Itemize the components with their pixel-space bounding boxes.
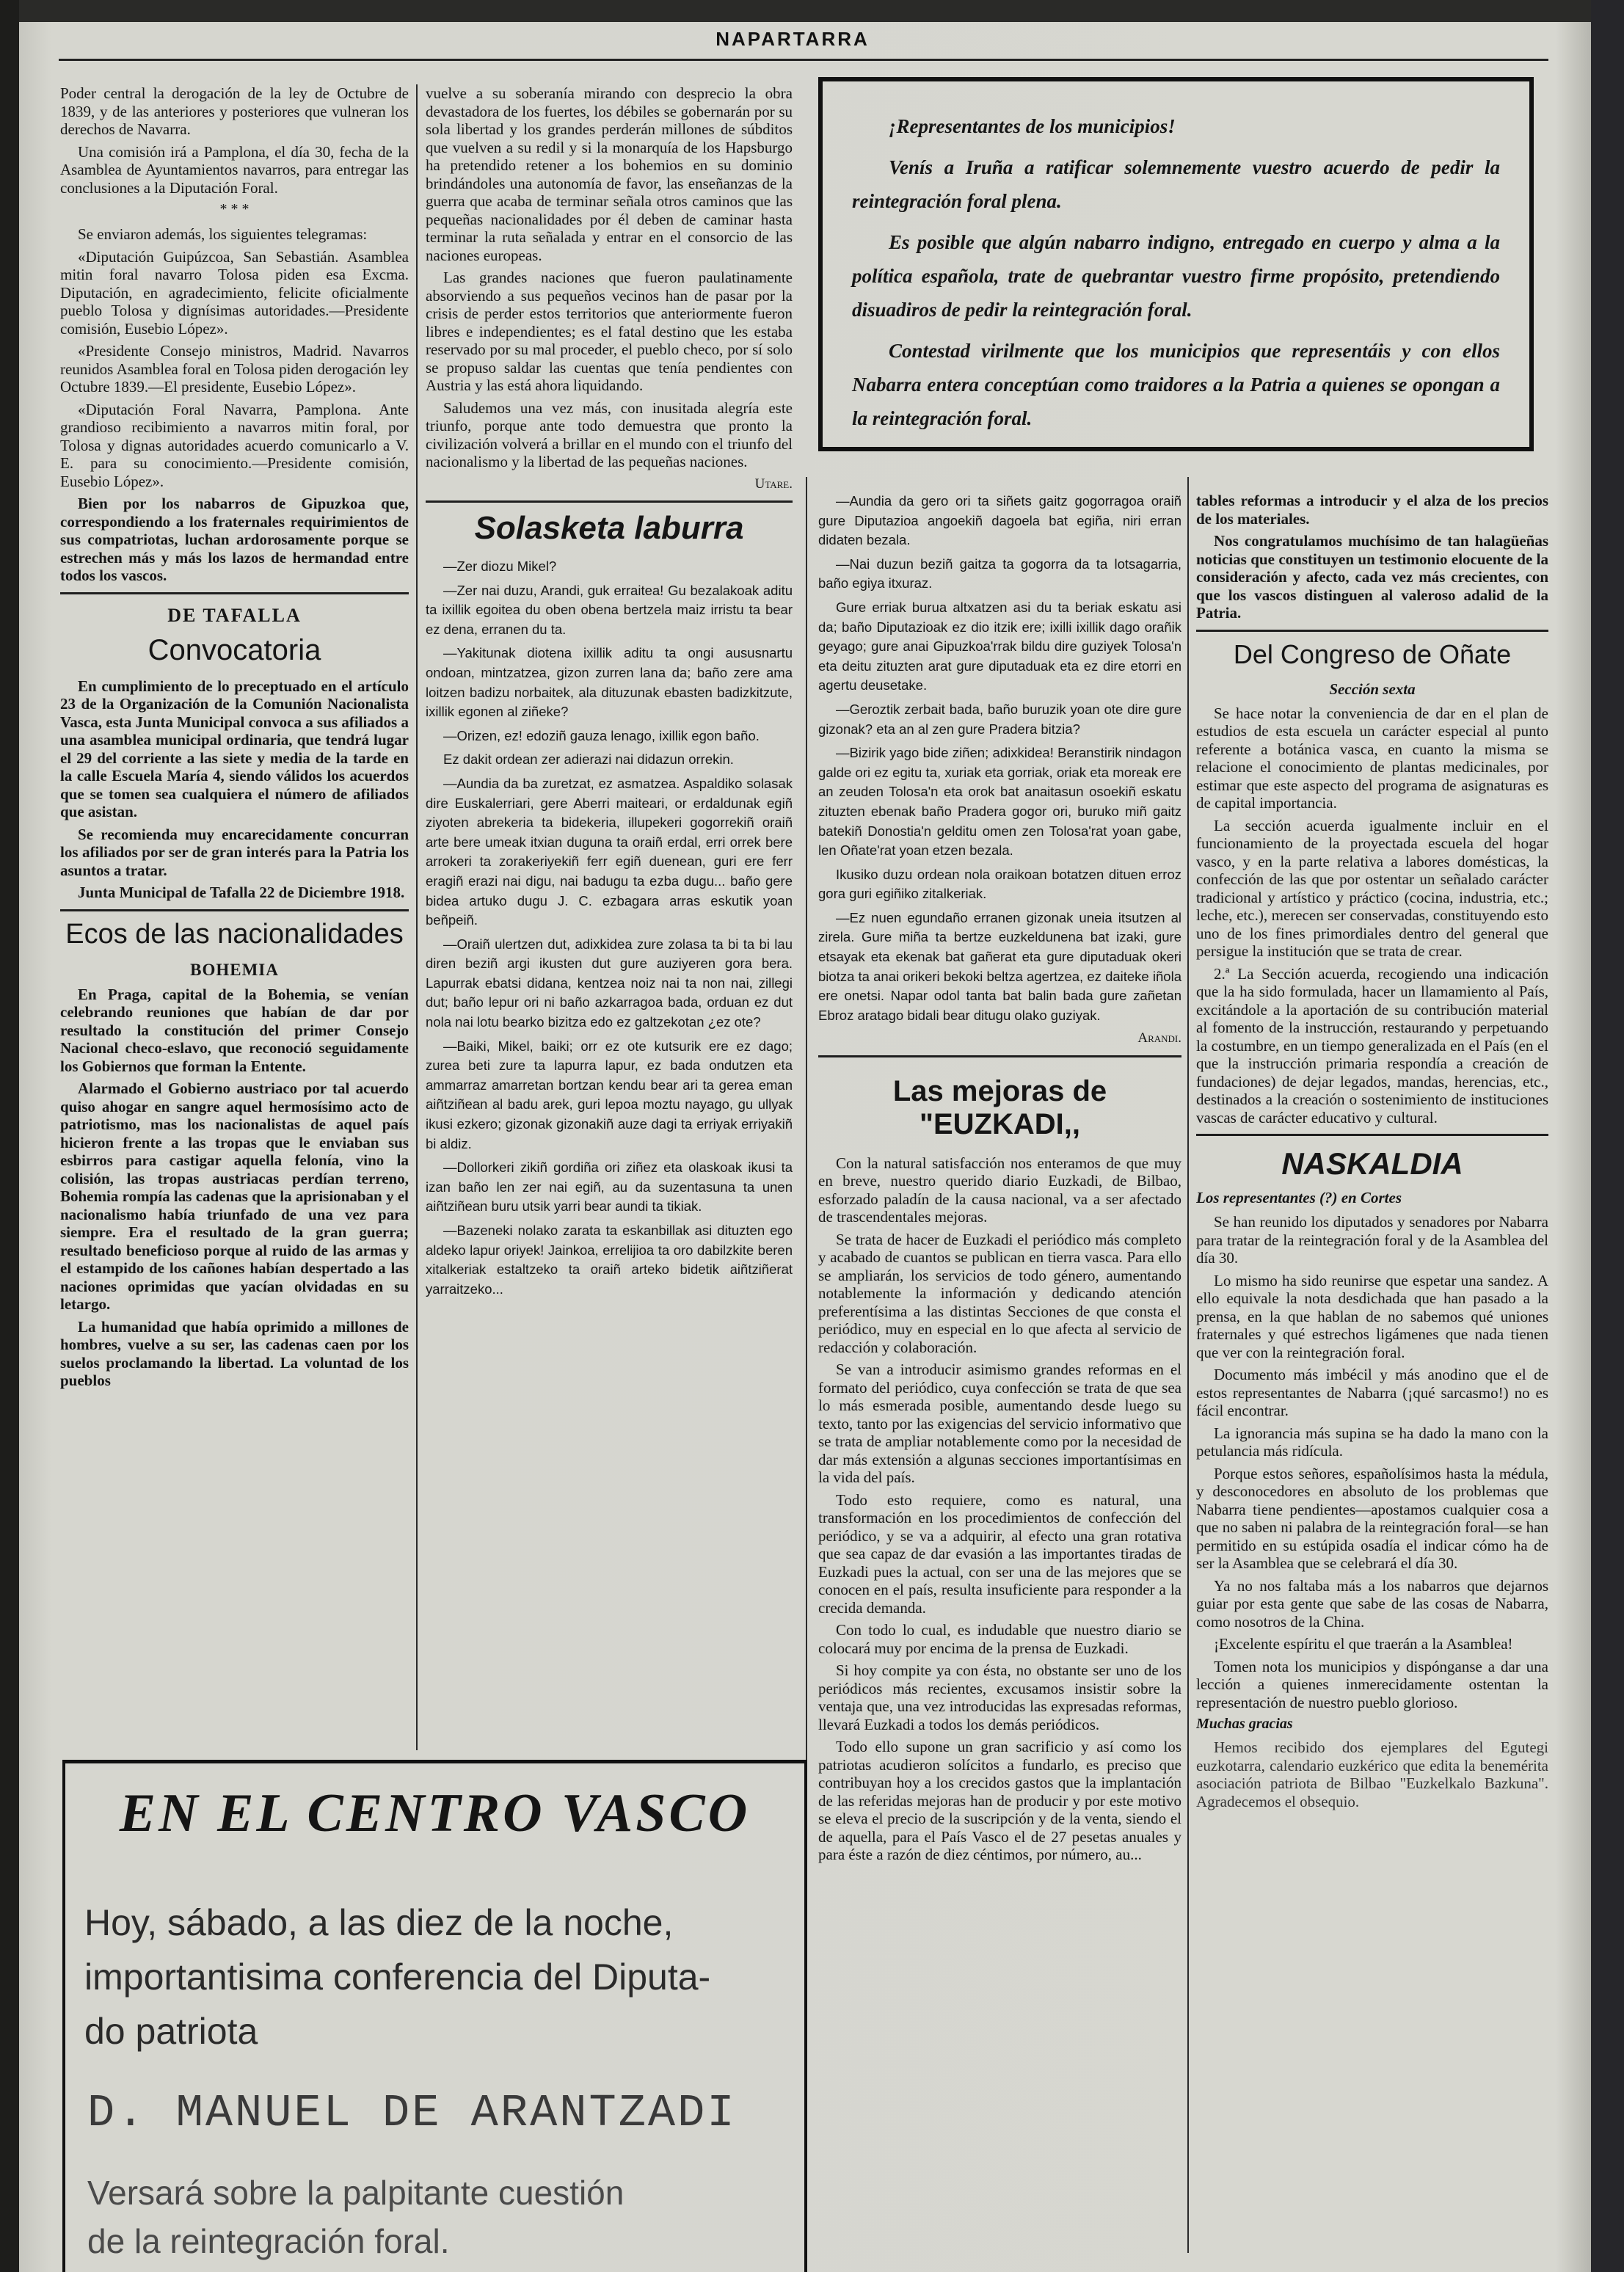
naskaldia-p3: Documento más imbécil y más anodino que el de estos representantes de Nabarra (¡qué sarcasmo!) no es fácil encontrar. <box>1196 1366 1548 1419</box>
rule <box>60 592 409 594</box>
col4-intro-p2: Nos congratulamos muchísimo de tan halagüeñas noticias que constituyen un testimonio elocuente de la consideración y afecto, cada vez más crecientes, con que los vascos distinguen al valeroso adalid de la Patria. <box>1196 532 1548 622</box>
column-divider <box>1187 477 1189 2253</box>
convocatoria-p2: Se recomienda muy encarecidamente concurran los afiliados por ser de gran interés para la Patria los asuntos a tratar. <box>60 825 409 879</box>
convocatoria-title: Convocatoria <box>148 633 321 666</box>
naskaldia-p6: Ya no nos faltaba más a los nabarros que dejarnos guiar por esta gente que sabe de las cosas de Nabarra, como nosotros de la China. <box>1196 1576 1548 1631</box>
scan-top-border <box>0 0 1624 22</box>
municipios-notice-box <box>818 77 1534 451</box>
scan-left-border <box>0 0 19 2272</box>
bohemia-p2: Alarmado el Gobierno austriaco por tal acuerdo quiso ahogar en sangre aquel hermosísimo acto de patriotismo, mas los nacionalistas de aquel país hicieron frente a las tropas que le enviaban sus esbirros para castigar aquella felonía, vino la colisión, las tropas austriacas perdían terreno, Bohemia rompía las cadenas que la aprisionaban y el nacionalismo había triunfado de una vez para siempre. Era el resultado de la gran guerra; resultado beneficioso porque al ruido de las armas y el estampido de los cañones habían despertado a las naciones oprimidas que yacían olvidadas en su letargo. <box>60 1079 409 1313</box>
naskaldia-p1: Se han reunido los diputados y senadores por Nabarra para tratar de la reintegración foral y de la Asamblea del día 30. <box>1196 1213 1548 1267</box>
dialogue-line: —Yakitunak diotena ixillik aditu ta ongi aususnartu ondoan, mintzatzea, gizon zurren lana da; baño zere ama loitzen badizu norbaitek, ala dituzunak ebasten badizkitzute, ixillik egonen al ziñeke? <box>426 645 793 720</box>
dialogue-line: —Bazeneki nolako zarata ta eskanbillak asi dituzten ego aldeko lapur oriyek! Jainkoa, errelijioa ta oro dabilzkite beren xitalkeriak estaltzeko ta oraiñ arteko bidetik aiñtziñerat yarraitzeko... <box>426 1223 793 1297</box>
ad-speaker-name: D. MANUEL DE ARANTZADI <box>87 2087 737 2139</box>
col1-intro-p1: Poder central la derogación de la ley de Octubre de 1839, y de las anteriores y posteriores que vulneran los derechos de Navarra. <box>60 84 409 138</box>
dialogue-line: —Zer diozu Mikel? <box>443 558 557 574</box>
col1-closing: Bien por los nabarros de Gipuzkoa que, correspondiendo a los fraternales requirimientos de sus compatriotas, luchan ardorosamente porque se estrechen más y más los lazos de hermandad entre todos los vascos. <box>60 495 409 584</box>
euzkadi-p6: Si hoy compite ya con ésta, no obstante ser uno de los periódicos más recientes, excusamos insistir sobre la ventaja que, una vez introducidas las expresadas reformas, llevará Euzkadi a todos los demás periódicos. <box>818 1661 1181 1733</box>
euzkadi-title: Las mejoras de "EUZKADI,, <box>892 1074 1107 1140</box>
rule <box>818 1055 1181 1057</box>
solasketa-title: Solasketa laburra <box>474 510 744 546</box>
telegram-2: «Presidente Consejo ministros, Madrid. Navarros reunidos Asamblea foral en Tolosa piden derogación ley Octubre 1839.—El presidente, Eusebio López». <box>60 342 409 396</box>
rule <box>1196 630 1548 632</box>
naskaldia-p8: Tomen nota los municipios y dispónganse a dar una lección a quienes inmerecidamente ostentan la representación de nuestro pueblo glorioso. <box>1196 1657 1548 1711</box>
column-2 <box>426 84 793 1754</box>
euzkadi-p7: Todo ello supone un gran sacrificio y así como los patriotas acudieron solícitos a fundarlo, es preciso que contribuyan hoy a los crecidos gastos que la implantación de las referidas mejoras han de producir y por este motivo se eleva el precio de la suscripción y de la venta, siendo el de aquella, para el País Vasco el de 27 pesetas anuales y para éste a razón de diez céntimos, por número, au... <box>818 1738 1181 1864</box>
notice-line-4: Contestad virilmente que los municipios que representáis y con ellos Nabarra entera conceptúan como traidores a la Patria a quienes se opongan a la reintegración foral. <box>852 340 1500 429</box>
dialogue-line: Ikusiko duzu ordean nola oraikoan botatzen dituen erroz gora guri egiñiko zitalkeriak. <box>818 866 1181 902</box>
rule <box>60 909 409 911</box>
dialogue-line: —Aundia da ba zuretzat, ez asmatzea. Aspaldiko solasak dire Euskalerriari, gere Aberri maiteari, or erdaldunak egiñ ziyoten abrekeria ta bidekeria, illupekeri gogorrekiñ oraiñ arte bere umeak itxian duguna ta oraiñ erdal, erri orrek bere arrokeri ta zorakeriyekiñ ferr egiñ duenean, guri ere ferr eragiñ erazi nai digu, nai badugu ta ezba dugu... baño gere bidea artuko dugu J. C. ezbagara arras eskutik yoan beñpeiñ. <box>426 775 793 928</box>
ecos-title: Ecos de las nacionalidades <box>65 918 404 950</box>
dialogue-line: —Geroztik zerbait bada, baño buruzik yoan ote dire gure gizonak? eta an al zen gure Pradera bitzia? <box>818 701 1181 737</box>
dialogue-line: Ez dakit ordean zer adierazi nai didazun orrekin. <box>443 751 734 768</box>
rule <box>426 500 793 503</box>
euzkadi-p4: Todo esto requiere, como es natural, una transformación en los procedimientos de confección del periódico, y se va a adquirir, al efecto una gran rotativa que sea capaz de dar evasión a las importantes tiradas de Euzkadi pues la actual, con ser una de las mejores que se conocen en el país, resulta insuficiente para responder a la crecida demanda. <box>818 1490 1181 1617</box>
col2-intro-p2: Las grandes naciones que fueron paulatinamente absorviendo a sus pequeños vecinos han de pasar por la crisis de perder estos territorios que anteriormente fueron libres e independientes; es el fatal destino que les estaba reservado por su mal proceder, el pueblo checo, por sí solo se propuso saldar las cuentas que tenía pendientes con Austria y las está ahora liquidando. <box>426 269 793 394</box>
convocatoria-p3: Junta Municipal de Tafalla 22 de Diciembre 1918. <box>78 884 405 901</box>
utare-signature: Utare. <box>754 476 793 492</box>
scan-right-border <box>1591 0 1624 2272</box>
centro-vasco-advertisement <box>62 1760 807 2272</box>
header-rule <box>59 59 1548 61</box>
ad-line-1: Hoy, sábado, a las diez de la noche, <box>84 1902 674 1943</box>
ad-line-2: importantisima conferencia del Diputa- <box>84 1956 711 1998</box>
dialogue-line: —Zer nai duzu, Arandi, guk erraitea! Gu bezalakoak aditu ta ixillik egoitea du oben obena bertzela maiz irristu ta bear ez dena, erranen du ta. <box>426 582 793 637</box>
naskaldia-title: NASKALDIA <box>1281 1146 1463 1181</box>
gracias-text: Hemos recibido dos ejemplares del Egutegi euzkotarra, calendario euzkérico que edita la benemérita asociación patriota de Bilbao "Euzkelkalo Bazkuna". Agradecemos el obsequio. <box>1196 1738 1548 1810</box>
dialogue-line: —Aundia da gero ori ta siñets gaitz gogorragoa oraiñ gure Diputazioa angoekiñ dagoela bat egiña, niri erran didaten bezala. <box>818 493 1181 548</box>
naskaldia-subheading: Los representantes (?) en Cortes <box>1196 1189 1402 1206</box>
column-3 <box>818 492 1181 2268</box>
ad-line-4: Versará sobre la palpitante cuestión <box>87 2174 625 2212</box>
dialogue-line: —Baiki, Mikel, baiki; orr ez ote kutsurik ere ez dago; zurea beti zure ta lapurra lapur, ez bada ondutzen eta ammarraz amarretan bortzan kendu bear ari ta gerea eman aiñtziñean al badu arek, guri lepoa moztu nayago, gu ullyak ikusi ezkero; gizonak gizonakiñ auze dagi ta erriyak erriyakiñ bi aldiz. <box>426 1038 793 1151</box>
ad-title: EN EL CENTRO VASCO <box>119 1783 751 1843</box>
notice-line-2: Venís a Iruña a ratificar solemnemente vuestro acuerdo de pedir la reintegración foral plena. <box>852 156 1500 212</box>
solasketa-dialogue-continued <box>818 492 1181 1025</box>
euzkadi-p1: Con la natural satisfacción nos enteramos de que muy en breve, nuestro querido diario Euzkadi, de Bilbao, esforzado paladín de la causa nacional, va a ser afectado de trascendentales mejoras. <box>818 1154 1181 1226</box>
bohemia-p3: La humanidad que había oprimido a millones de hombres, vuelve a su ser, las cadenas caen por los suelos proclamando la libertad. La voluntad de los pueblos <box>60 1317 409 1389</box>
dialogue-line: —Nai duzun beziñ gaitza ta gogorra da ta lotsagarria, baño egiya itxuraz. <box>818 556 1181 591</box>
euzkadi-p5: Con todo lo cual, es indudable que nuestro diario se colocará muy por encima de la prensa de Euzkadi. <box>818 1621 1181 1657</box>
col1-intro-p2: Una comisión irá a Pamplona, el día 30, fecha de la Asamblea de Ayuntamientos navarros, para entregar las conclusiones a la Diputación Foral. <box>60 142 409 197</box>
column-divider <box>416 84 418 1750</box>
euzkadi-p3: Se van a introducir asimismo grandes reformas en el formato del periódico, cuya confección se trata de que sea lo más esmerada posible, aumentando desde luego su texto, tanto por las exigencias del servicio informativo que se trata de ampliar notablemente como por la necesidad de dar más extensión a algunas secciones importantísimas en la vida del país. <box>818 1361 1181 1487</box>
convocatoria-p1: En cumplimiento de lo preceptuado en el artículo 23 de la Organización de la Comunión Nacionalista Vasca, esta Junta Municipal convoca a sus afiliados a una asamblea municipal ordinaria, que tendrá lugar el 29 del corriente a las siete y media de la tarde en la calle Escuela María 4, siendo válidos los acuerdos que se tomen sea cualquiera el número de afiliados que asistan. <box>60 677 409 820</box>
bohemia-p1: En Praga, capital de la Bohemia, se venían celebrando reuniones que habían de dar por resultado la constitución del primer Consejo Nacional checo-eslavo, que reconoció seguidamente los Gobiernos que forman la Entente. <box>60 985 409 1075</box>
dialogue-line: —Dollorkeri zikiñ gordiña ori ziñez eta olaskoak ikusi ta izan baño len zer nai egiñ, au da suzentasuna ta unen aiñtziñean buru utsik yarri bear aundi ta tikiak. <box>426 1159 793 1215</box>
notice-line-1: ¡Representantes de los municipios! <box>889 115 1176 137</box>
bohemia-heading: BOHEMIA <box>190 960 279 979</box>
naskaldia-p4: La ignorancia más supina se ha dado la mano con la petulancia más ridícula. <box>1196 1424 1548 1460</box>
telegram-1: «Diputación Guipúzcoa, San Sebastián. Asamblea mitin foral navarro Tolosa piden esa Excma. Diputación, en agradecimiento, felicite oficialmente pueblo Tolosa y dignísimas autoridades.—Presidente comisión, Eusebio López». <box>60 247 409 338</box>
ad-line-5: de la reintegración foral. <box>87 2222 450 2260</box>
column-4 <box>1196 492 1548 2268</box>
col2-intro-p1: vuelve a su soberanía mirando con desprecio la obra devastadora de los fuertes, los débiles se gobernarán por su sola libertad y los grandes perderán millones de súbditos que vuelven a su redil y si la monarquía de los Hapsburgo ha pretendido retener a los bohemios en su dominio brindándoles una autonomía de favor, las enseñanzas de la guerra que acaba de terminar señala otros caminos que las pequeñas nacionalidades por él deben de caminar hasta terminar la ruta señalada y entrar en el consorcio de las naciones europeas. <box>426 84 793 264</box>
dialogue-line: —Oraiñ ulertzen dut, adixkidea zure zolasa ta bi ta bi lau diren beziñ argi ikusten dut gure auziyeren gora bera. Lapurrak ebatsi didana, kentzea noiz nai ta non nai, zillegi dut; baño lepur ori ni baño azkarragoa bada, orduan ez dut nola nai lotu bearko bizitza edo ez galtzekotan ¿ez ote? <box>426 936 793 1030</box>
onate-p3: 2.ª La Sección acuerda, recogiendo una indicación que la ha sido formulada, hacer un llamamiento al País, excitándole a la aportación de su contribución material al fomento de la instrucción, restaurando y perpetuando la costumbre, en un tiempo generalizada en el País (en el que la instrucción primaria respondía a creación de fundaciones) de dejar legados, mandas, herencias, etc., destinados a la creación o sostenimiento de instituciones vascas de carácter educativo y cultural. <box>1196 964 1548 1126</box>
onate-subheading: Sección sexta <box>1329 680 1416 698</box>
separator-stars: * * * <box>219 201 250 217</box>
col4-intro-p1: tables reformas a introducir y el alza de los precios de los materiales. <box>1196 492 1548 528</box>
naskaldia-p7: ¡Excelente espíritu el que traerán a la Asamblea! <box>1214 1635 1513 1653</box>
onate-title: Del Congreso de Oñate <box>1233 638 1512 669</box>
naskaldia-p2: Lo mismo ha sido reunirse que espetar una sandez. A ello equivale la nota desdichada que han pasado a la prensa, en la que hablan de no sabemos qué uniones fraternales y qué estrechos ligámenes que nada tienen que ver con la reintegración foral. <box>1196 1271 1548 1361</box>
gracias-heading: Muchas gracias <box>1196 1716 1293 1732</box>
dialogue-line: Gure erriak burua altxatzen asi du ta beriak eskatu asi da; baño Diputazioak ez dio itzik ere; ixilli ixillik dago orañik geyago; gure anai Gipuzkoa'rrak bildu dire guziyek Tolosa'n eta deitu zituzten arat gure diputaduak eta ez dire etorri en agertu deusetake. <box>818 599 1181 693</box>
arandi-signature: Arandi. <box>1137 1030 1181 1046</box>
solasketa-dialogue <box>426 557 793 1299</box>
euzkadi-p2: Se trata de hacer de Euzkadi el periódico más completo y acabado de cuantos se publican en tierra vasca. Para ello se ampliarán, los servicios de todo género, aumentando notablemente la información y dedicando atención preferentísima a las distintas Secciones de que consta el periódico, muy en especial en lo que afecta al servicio de redacción y colaboración. <box>818 1230 1181 1356</box>
rule <box>1196 1134 1548 1136</box>
onate-p1: Se hace notar la conveniencia de dar en el plan de estudios de esta escuela un carácter especial al punto referente a botánica vasca, en cuanto la misma se relacione el conocimiento de plantas medicinales, por estimar que este aspecto del programa de asignaturas es de capital importancia. <box>1196 704 1548 812</box>
naskaldia-p5: Porque estos señores, españolísimos hasta la médula, y desconocedores en absoluto de los problemas que Nabarra tiene pendientes—apostamos cualquier cosa a que no saben ni palabra de la reintegración foral—se han permitido en su estúpida osadía el indicar cómo ha de ser la Asamblea que se celebrará el día 30. <box>1196 1464 1548 1572</box>
onate-p2: La sección acuerda igualmente incluir en el funcionamiento de la proyectada escuela del hogar vasco, y en la parte relativa a labores domésticas, la confección de las que por ostentar un señalado carácter tradicional y artístico y práctico (cocina, industria, etc.; leche, etc.), merecen ser conservadas, constituyendo esto uno de los fines primordiales dentro del general que persigue la institución que se trata de crear. <box>1196 816 1548 960</box>
notice-line-3: Es posible que algún nabarro indigno, entregado en cuerpo y alma a la política española, trate de quebrantar vuestro firme propósito, pretendiendo disuadiros de pedir la reintegración foral. <box>852 231 1500 321</box>
dialogue-line: —Orizen, ez! edoziñ gauza lenago, ixillik egon baño. <box>443 727 760 743</box>
telegram-3: «Diputación Foral Navarra, Pamplona. Ante grandioso recibimiento a navarros mitin foral, por Tolosa y dignas autoridades acuerdo comunicarlo a V. E. para su conocimiento.—Presidente comisión, Eusebio López». <box>60 400 409 490</box>
col1-intro-p3: Se enviaron además, los siguientes telegramas: <box>78 225 368 243</box>
column-1 <box>60 84 409 1754</box>
masthead: NAPARTARRA <box>715 28 870 50</box>
dialogue-line: —Bizirik yago bide ziñen; adixkidea! Beranstirik nindagon galde ori ez egitu ta, xuriak eta gorriak, oriak eta moreak ere an zeuden Tolosa'n eta orok bat anaitasun osoekiñ eskatu zituzten ebenak baño Pradera gogor ori, buruko miñ gaitz batekiñ Donostia'n gelditu omen zen Tolosa'rat yoan gabe, len Oñate'rat yoan etzen bezala. <box>818 745 1181 859</box>
dialogue-line: —Ez nuen egundaño erranen gizonak uneia itsutzen al zirela. Gure miña ta bertze euzkeldunena bat izaki, gure etsayak eta ekenak bat gañerat eta gure diputaduak okeri biotza ta anai orikeri bekoki beltza agertzea, ez daiteke iñola ere onetsi. Napar odol tanta bat balin bada gure zañetan Ebroz aratago bidali bear ditugu olako guziyak. <box>818 909 1181 1023</box>
tafalla-heading: DE TAFALLA <box>167 604 302 626</box>
col2-intro-p3: Saludemos una vez más, con inusitada alegría este triunfo, porque ante todo demuestra que pronto la civilización volverá a brillar en el mundo con el triunfo del nacionalismo y la libertad de las pequeñas naciones. <box>426 398 793 470</box>
ad-line-3: do patriota <box>84 2011 258 2052</box>
